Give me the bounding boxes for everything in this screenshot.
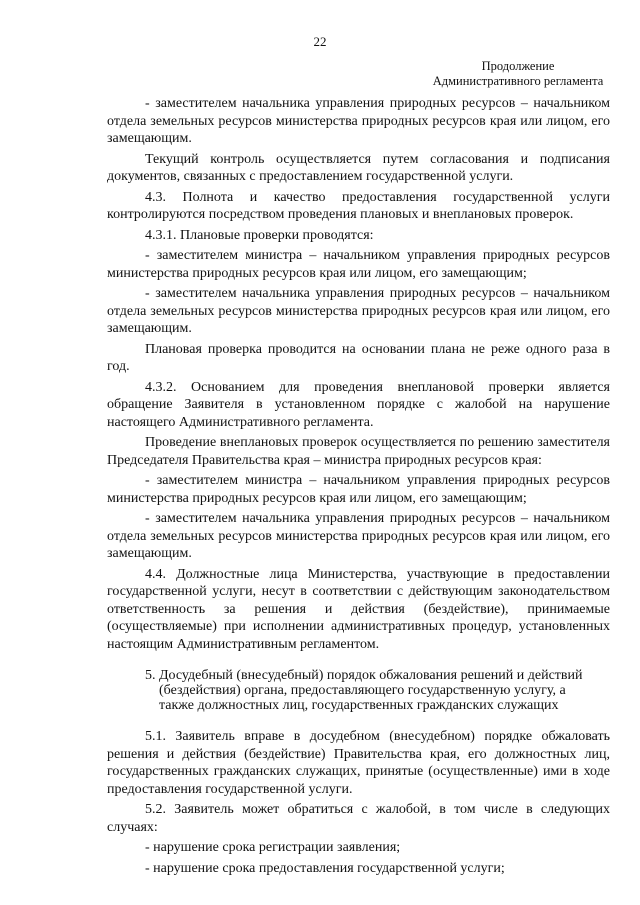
paragraph: Текущий контроль осуществляется путем согласования и подписания документов, связанных с предоставлением государственной услуги. bbox=[107, 151, 610, 184]
section-5-heading-line-2: (бездействия) органа, предоставляющего государственную услугу, а bbox=[159, 683, 566, 698]
paragraph: 5.1. Заявитель вправе в досудебном (внесудебном) порядке обжаловать решения и действия (бездействие) Правительства края, его должностных лиц, государственных гражданских служащих, принятые (осуществленные) ими в ходе предоставления государственной услуги. bbox=[107, 729, 610, 797]
page-number: 22 bbox=[313, 34, 327, 49]
paragraph: - нарушение срока предоставления государственной услуги; bbox=[145, 860, 505, 876]
paragraph: 4.3. Полнота и качество предоставления государственной услуги контролируются посредством проведения плановых и внеплановых проверок. bbox=[107, 189, 610, 222]
paragraph: - нарушение срока регистрации заявления; bbox=[145, 840, 401, 855]
section-5-heading bbox=[107, 668, 610, 713]
paragraph: - заместителем министра – начальником управления природных ресурсов министерства природных ресурсов края или лицом, его замещающим; bbox=[107, 473, 610, 506]
paragraph: - заместителем начальника управления природных ресурсов – начальником отдела земельных ресурсов министерства природных ресурсов края или лицом, его замещающим. bbox=[107, 286, 610, 336]
paragraph: 4.3.2. Основанием для проведения внеплановой проверки является обращение Заявителя в установленном порядке с жалобой на нарушение настоящего Административного регламента. bbox=[107, 379, 610, 430]
continuation-line-1: Продолжение bbox=[481, 59, 555, 73]
paragraph: 5.2. Заявитель может обратиться с жалобой, в том числе в следующих случаях: bbox=[107, 802, 610, 835]
continuation-header bbox=[418, 59, 618, 89]
paragraph: 4.3.1. Плановые проверки проводятся: bbox=[145, 227, 374, 243]
paragraph: 4.4. Должностные лица Министерства, участвующие в предоставлении государственной услуги, несут в соответствии с действующим законодательством ответственность за решения и действия (бездействие), принимаемые (осуществляемые) при исполнении административных процедур, установленных настоящим Административным регламентом. bbox=[107, 566, 610, 652]
document-body bbox=[107, 95, 610, 880]
continuation-line-2: Административного регламента bbox=[432, 74, 604, 88]
section-5-heading-line-3: также должностных лиц, государственных гражданских служащих bbox=[159, 698, 559, 713]
paragraph: - заместителем начальника управления природных ресурсов – начальником отдела земельных ресурсов министерства природных ресурсов края или лицом, его замещающим. bbox=[107, 511, 610, 561]
paragraph: - заместителем министра – начальником управления природных ресурсов министерства природных ресурсов края или лицом, его замещающим; bbox=[107, 248, 610, 281]
section-5-number: 5. bbox=[145, 668, 156, 683]
paragraph: - заместителем начальника управления природных ресурсов – начальником отдела земельных ресурсов министерства природных ресурсов края или лицом, его замещающим. bbox=[107, 96, 610, 146]
paragraph: Проведение внеплановых проверок осуществляется по решению заместителя Председателя Правительства края – министра природных ресурсов края: bbox=[107, 435, 610, 468]
section-5-heading-line-1: Досудебный (внесудебный) порядок обжалования решений и действий bbox=[159, 668, 583, 683]
paragraph: Плановая проверка проводится на основании плана не реже одного раза в год. bbox=[107, 341, 610, 374]
